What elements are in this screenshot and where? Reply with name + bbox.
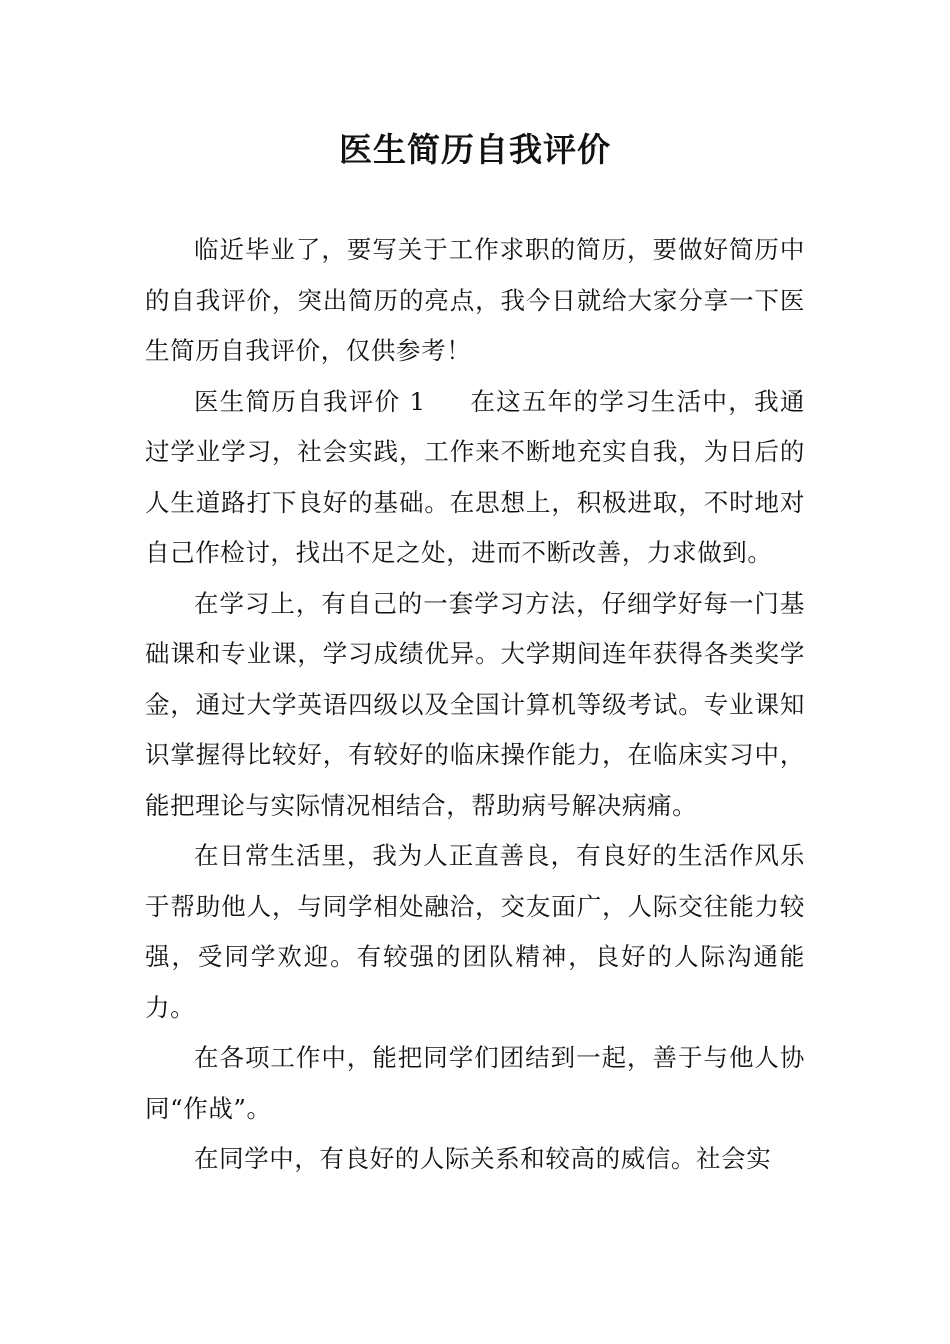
section-1-paragraph bbox=[145, 377, 805, 579]
classmates-paragraph: 在同学中，有良好的人际关系和较高的威信。社会实 bbox=[194, 1144, 772, 1173]
section-1-heading: 医生简历自我评价 1 bbox=[194, 386, 426, 416]
document-title: 医生简历自我评价 bbox=[339, 130, 611, 169]
study-paragraph: 在学习上，有自己的一套学习方法，仔细学好每一门基础课和专业课，学习成绩优异。大学期间连年获得各类奖学金，通过大学英语四级以及全国计算机等级考试。专业课知识掌握得比较好，有较好的临床操作能力，在临床实习中，能把理论与实际情况相结合，帮助病号解决病痛。 bbox=[145, 588, 805, 820]
section-1-text: 在这五年的学习生活中，我通过学业学习，社会实践，工作来不断地充实自我，为日后的人生道路打下良好的基础。在思想上，积极进取，不时地对自己作检讨，找出不足之处，进而不断改善，力求做到。 bbox=[145, 386, 805, 567]
life-paragraph: 在日常生活里，我为人正直善良，有良好的生活作风乐于帮助他人，与同学相处融洽，交友面广，人际交往能力较强，受同学欢迎。有较强的团队精神，良好的人际沟通能力。 bbox=[145, 841, 805, 1022]
work-paragraph: 在各项工作中，能把同学们团结到一起，善于与他人协同“作战”。 bbox=[145, 1043, 805, 1123]
document-body bbox=[145, 225, 805, 1185]
intro-paragraph: 临近毕业了，要写关于工作求职的简历，要做好简历中的自我评价，突出简历的亮点，我今日就给大家分享一下医生简历自我评价，仅供参考！ bbox=[145, 235, 805, 365]
